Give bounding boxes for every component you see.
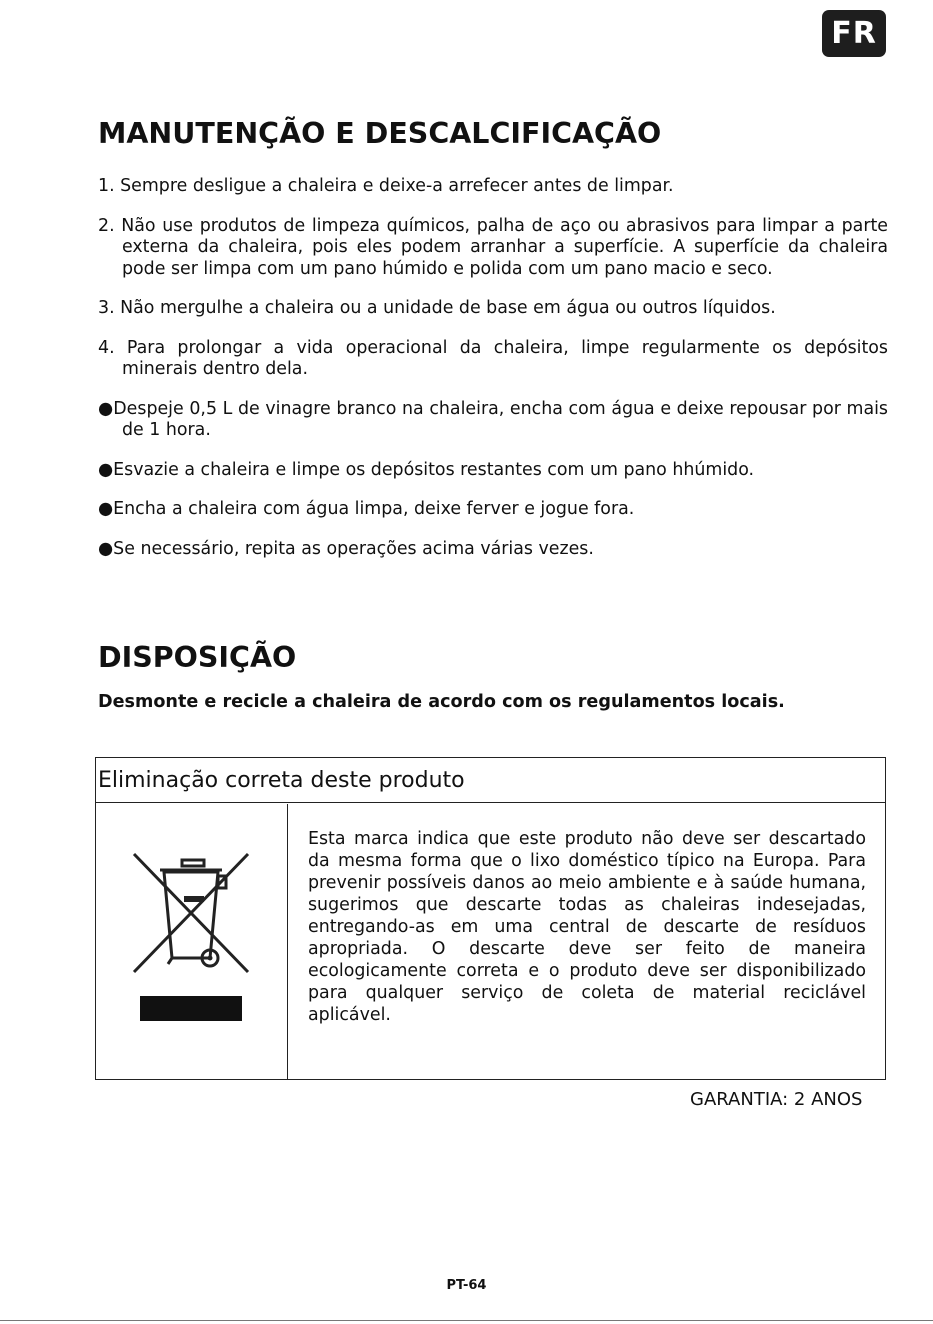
page-number: PT-64 — [446, 1278, 487, 1293]
disposal-symbol-cell — [96, 804, 288, 1079]
disposal-box-title: Eliminação correta deste produto — [96, 758, 885, 803]
list-item: 1. Sempre desligue a chaleira e deixe-a arrefecer antes de limpar. — [98, 176, 674, 196]
list-item: ●Encha a chaleira com água limpa, deixe ferver e jogue fora. — [98, 499, 635, 519]
maintenance-list — [98, 176, 888, 578]
list-item: ●Se necessário, repita as operações acima várias vezes. — [98, 538, 594, 559]
bottom-divider — [0, 1320, 933, 1321]
list-item: 3. Não mergulhe a chaleira ou a unidade de base em água ou outros líquidos. — [98, 298, 776, 318]
separate-collection-bar — [140, 996, 242, 1021]
disposal-info-box — [95, 757, 886, 1080]
disposal-description: Esta marca indica que este produto não deve ser descartado da mesma forma que o lixo doméstico típico na Europa. Para prevenir possíveis danos ao meio ambiente e à saúde humana, sugerimos que descarte todas as chaleiras indesejadas, entregando-as em uma central de descarte de resíduos apropriada. O descarte deve ser feito de maneira ecologicamente correta e o produto deve ser disponibilizado para qualquer serviço de coleta de material reciclável aplicável. — [308, 829, 866, 1025]
section-title-disposal: DISPOSIÇÃO — [98, 641, 297, 674]
list-item: 2. Não use produtos de limpeza químicos, palha de aço ou abrasivos para limpar a parte externa da chaleira, pois eles podem arranhar a superfície. A superfície da chaleira pode ser limpa com um pano húmido e polida com um pano macio e seco. — [98, 215, 888, 279]
warranty-label: GARANTIA: 2 ANOS — [690, 1089, 863, 1110]
section-title-maintenance: MANUTENÇÃO E DESCALCIFICAÇÃO — [98, 117, 662, 150]
disposal-subtitle: Desmonte e recicle a chaleira de acordo com os regulamentos locais. — [98, 692, 785, 712]
list-item: 4. Para prolongar a vida operacional da chaleira, limpe regularmente os depósitos minerais dentro dela. — [98, 337, 888, 379]
list-item: ●Esvazie a chaleira e limpe os depósitos restantes com um pano hhúmido. — [98, 459, 755, 480]
language-badge: FR — [822, 10, 886, 57]
crossed-out-wheelie-bin-icon — [130, 846, 252, 976]
list-item: ●Despeje 0,5 L de vinagre branco na chaleira, encha com água e deixe repousar por mais de 1 hora. — [98, 398, 888, 440]
